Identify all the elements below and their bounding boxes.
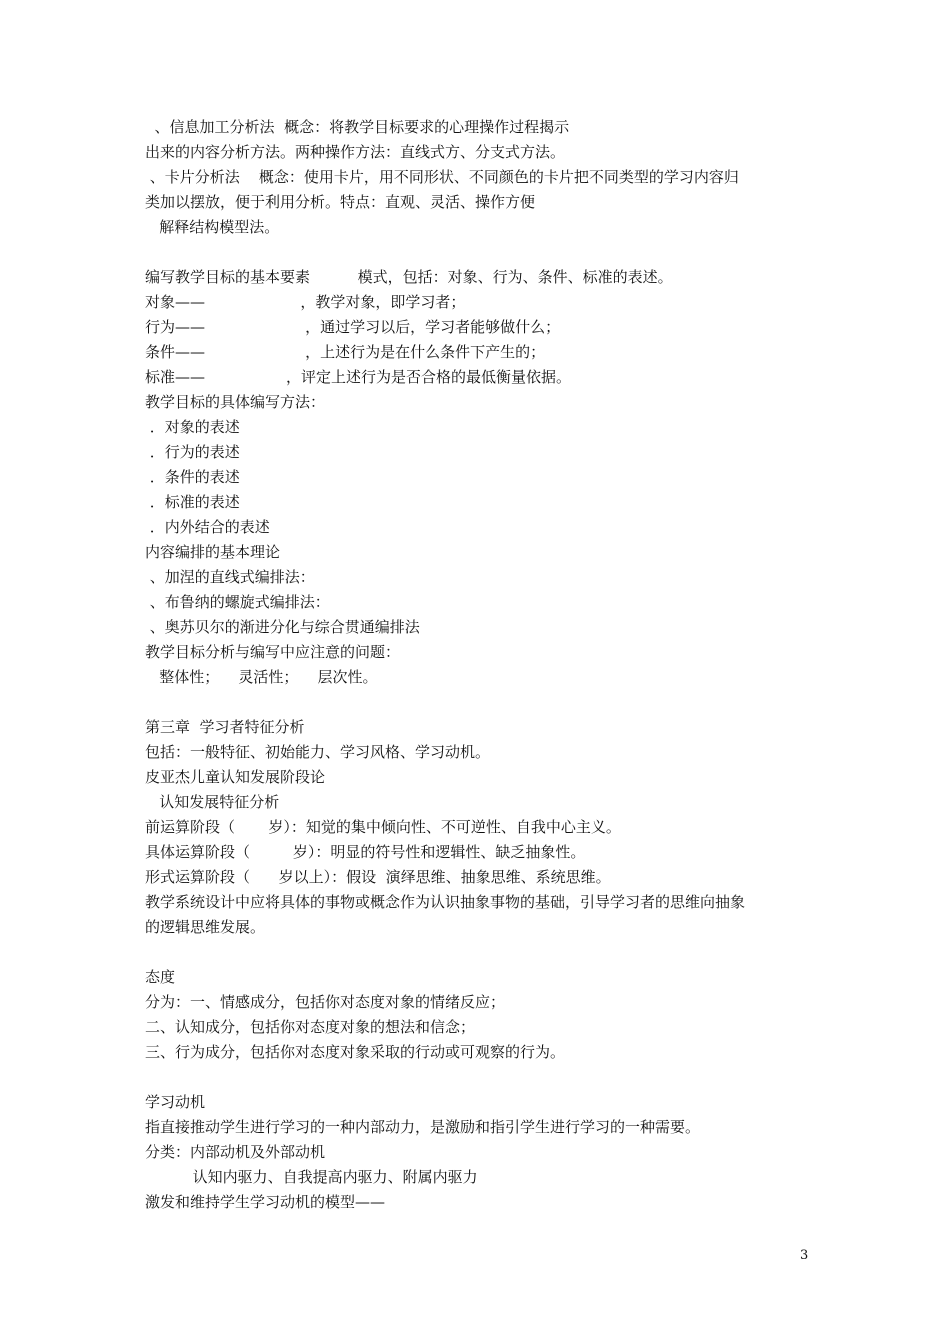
text-line: 解释结构模型法。 bbox=[145, 218, 280, 236]
text-line: 对象—— ，教学对象，即学习者； bbox=[145, 293, 466, 311]
text-line: 教学目标的具体编写方法： bbox=[145, 393, 326, 411]
text-line: 三、行为成分，包括你对态度对象采取的行动或可观察的行为。 bbox=[145, 1043, 566, 1061]
page-number: 3 bbox=[800, 1248, 809, 1263]
text-line: 认知内驱力、自我提高内驱力、附属内驱力 bbox=[145, 1168, 478, 1186]
text-line: ．对象的表述 bbox=[145, 418, 240, 436]
text-line: 皮亚杰儿童认知发展阶段论 bbox=[145, 768, 326, 786]
section-heading: 态度 bbox=[145, 968, 176, 986]
text-line: 激发和维持学生学习动机的模型—— bbox=[145, 1193, 386, 1211]
chapter-heading: 第三章 学习者特征分析 bbox=[145, 718, 305, 736]
text-line: 形式运算阶段（ 岁以上）：假设 演绎思维、抽象思维、系统思维。 bbox=[145, 868, 611, 886]
text-line: 出来的内容分析方法。两种操作方法：直线式方、分支式方法。 bbox=[145, 143, 566, 161]
text-line: 前运算阶段（ 岁）：知觉的集中倾向性、不可逆性、自我中心主义。 bbox=[145, 818, 621, 836]
text-line: ．行为的表述 bbox=[145, 443, 240, 461]
text-line: ．内外结合的表述 bbox=[145, 518, 270, 536]
text-line: 编写教学目标的基本要素 模式，包括：对象、行为、条件、标准的表述。 bbox=[145, 268, 673, 286]
text-line: 、信息加工分析法 概念：将教学目标要求的心理操作过程揭示 bbox=[145, 118, 570, 136]
text-line: 教学系统设计中应将具体的事物或概念作为认识抽象事物的基础，引导学习者的思维向抽象 bbox=[145, 893, 746, 911]
text-line: 、加涅的直线式编排法： bbox=[145, 568, 315, 586]
text-line: 指直接推动学生进行学习的一种内部动力，是激励和指引学生进行学习的一种需要。 bbox=[145, 1118, 701, 1136]
text-line: 、奥苏贝尔的渐进分化与综合贯通编排法 bbox=[145, 618, 420, 636]
text-line: 内容编排的基本理论 bbox=[145, 543, 281, 561]
text-line: 分类：内部动机及外部动机 bbox=[145, 1143, 326, 1161]
text-line: 条件—— ，上述行为是在什么条件下产生的； bbox=[145, 343, 546, 361]
text-line: ．标准的表述 bbox=[145, 493, 240, 511]
text-line: 包括：一般特征、初始能力、学习风格、学习动机。 bbox=[145, 743, 491, 761]
text-line: 整体性； 灵活性； 层次性。 bbox=[145, 668, 378, 686]
text-line: 具体运算阶段（ 岁）：明显的符号性和逻辑性、缺乏抽象性。 bbox=[145, 843, 586, 861]
text-line: 、布鲁纳的螺旋式编排法： bbox=[145, 593, 330, 611]
text-line: 认知发展特征分析 bbox=[145, 793, 280, 811]
text-line: 分为：一、情感成分，包括你对态度对象的情绪反应； bbox=[145, 993, 506, 1011]
text-line: 标准—— ，评定上述行为是否合格的最低衡量依据。 bbox=[145, 368, 572, 386]
text-line: 的逻辑思维发展。 bbox=[145, 918, 266, 936]
section-heading: 学习动机 bbox=[145, 1093, 206, 1111]
text-line: ．条件的表述 bbox=[145, 468, 240, 486]
text-line: 行为—— ，通过学习以后，学习者能够做什么； bbox=[145, 318, 561, 336]
text-line: 类加以摆放，便于利用分析。特点：直观、灵活、操作方便 bbox=[145, 193, 536, 211]
text-line: 、卡片分析法 概念：使用卡片，用不同形状、不同颜色的卡片把不同类型的学习内容归 bbox=[145, 168, 739, 186]
text-line: 教学目标分析与编写中应注意的问题： bbox=[145, 643, 401, 661]
text-line: 二、认知成分，包括你对态度对象的想法和信念； bbox=[145, 1018, 476, 1036]
